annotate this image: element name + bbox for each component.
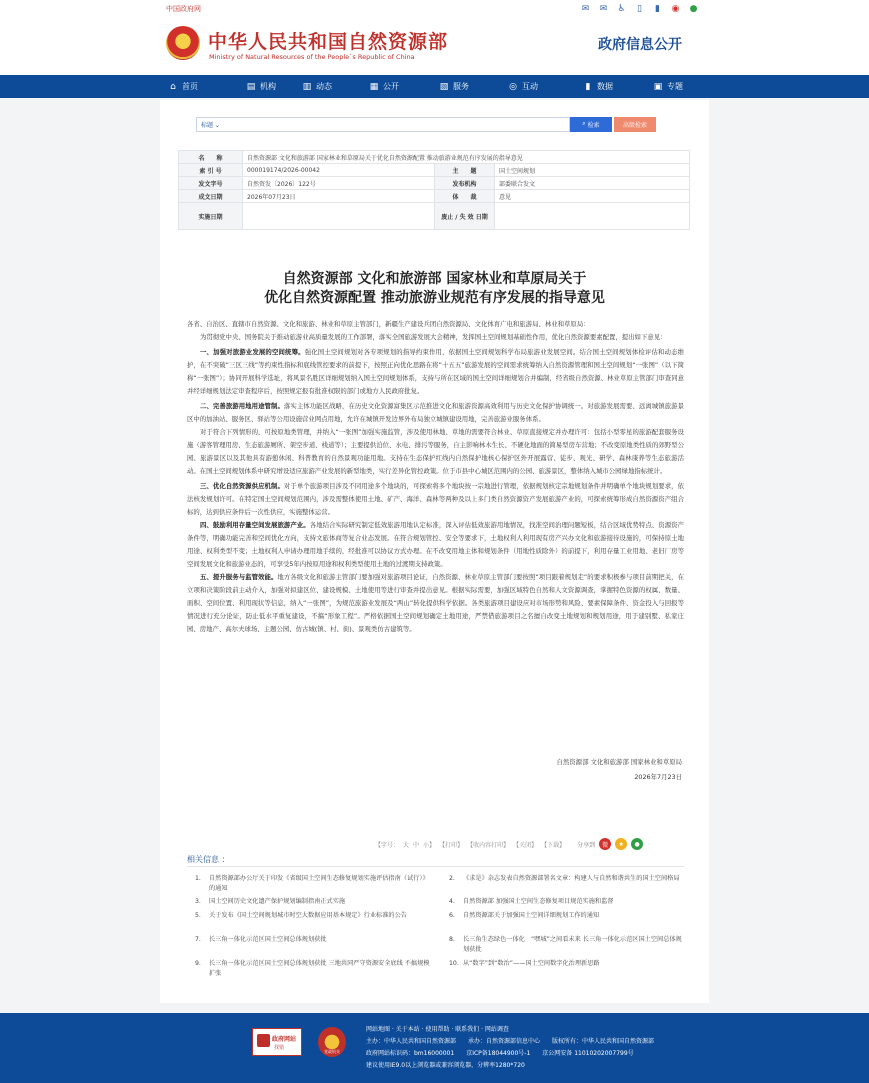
meta-name-value: 自然资源部 文化和旅游部 国家林业和草原局关于优化自然资源配置 推动旅游业规范有序发展的指导意见 <box>243 151 690 164</box>
nav-item-public[interactable]: ▦ 公开 <box>369 81 399 92</box>
section-4-heading: 四、鼓励利用存量空间发展旅游产业。 <box>200 521 310 529</box>
interact-icon: ◎ <box>509 81 517 92</box>
section-1-body: 强化国土空间规划对各专项规划的指导约束作用，依据国土空间规划科学布局旅游业发展空间。结合国土空间规划体检评估和动态维护，在不突破“三区三线”等约束性指标和底线管控要求的前提下，按照正向优化思路在将“十五五”旅游发展的空间需求统筹纳入自然资源管理和国土空间规划“一张图”（以下简称“一张图”）；协同开展科学选址，将风景名胜区详细规划纳入国土空间规划体系，支持与所在区域的国土空间详细规划合并编制，经省级自然资源、林业草原主管部门审查同意并经详细规划法定审查程序后，按照规定报有批准权限的部门或地方人民政府批复。 <box>187 348 685 395</box>
main-nav <box>0 75 869 98</box>
font-large-link[interactable]: 大 <box>403 841 410 849</box>
section-5-body: 地方各级文化和旅游主管部门要加强对旅游项目论证，自然资源、林业草原主管部门要按照“项目跟着规划走”的要求积极参与项目前期把关，在立项和决策阶段前主动介入，加强对拟建区位、建设规模、土地使用等进行审查并提出意见。根据实际需要，加强区域特色自然和人文资源调查，掌握特色资源的权属、数量、面积、空间位置、利用现状等信息，纳入“一张图”，为规范旅游业发展及“两山”转化提供科学依据。各类旅游项目建设应对市场形势和风险、要素保障条件、资金投入与回报等情况进行充分论证，防止低水平重复建设，不搞“形象工程”。严格依据国土空间规划确定土地用途，严禁借旅游项目之名擅自改变土地规划和规划用途，用于建别墅、私家庄园、房地产、高尔夫球场、主题公园、仿古城(镇、村、街)、景观类仿古建筑等。 <box>187 573 684 633</box>
article-title-line2: 优化自然资源配置 推动旅游业规范有序发展的指导意见 <box>264 290 605 306</box>
meta-date-value: 2026年07月23日 <box>243 190 435 203</box>
search-scope-select[interactable]: 标题 ⌄ <box>201 122 220 129</box>
section-4-body: 各地结合实际研究制定低效旅游用地认定标准，深入评估低效旅游用地情况，找准空间治理问题短板，结合区域优势特点、资源资产条件等，明确功能完善和空间优化方向，支持文旅体商等复合业态发展。在符合规划管控、安全等要求下，土地权利人利用现有房产兴办文化和旅游接待设施的，可保持原土地用途、权利类型不变；土地权利人申请办理用地手续的，经批准可以协议方式办理。在不改变用地主体和规划条件（用地性质除外）的前提下，利用存量工业用地、老旧厂房等空间发展文化和旅游业态的，可享受5年内按原用途和权利类型使用土地的过渡期支持政策。 <box>187 521 685 568</box>
meta-docno-value: 自然资发〔2026〕122号 <box>243 177 435 190</box>
nav-item-home[interactable]: ⌂ 首页 <box>168 75 246 98</box>
nav-item-news[interactable]: ▥ 动态 <box>302 81 332 92</box>
section-2-heading: 二、完善旅游用地用途管制。 <box>200 402 284 410</box>
nav-item-org[interactable]: ▤ 机构 <box>246 81 276 92</box>
article-addressee: 各省、自治区、直辖市自然资源、文化和旅游、林业和草原主管部门，新疆生产建设兵团自然资源局、文化体育广电和旅游局、林业和草原局： <box>187 320 590 328</box>
signature-org: 自然资源部 文化和旅游部 国家林业和草原局 <box>556 758 682 766</box>
site-header <box>0 20 869 75</box>
org-icon: ▤ <box>246 81 256 92</box>
gov-info-heading[interactable]: 政府信息公开 <box>598 37 682 53</box>
gov-portal-link[interactable]: 中国政府网 <box>166 5 201 13</box>
article-section-2-para2: 对于符合下列情形的，可按原地类管理，并纳入“一张图”加强实施监管，涉及使用林地、草地的需要符合林业、草原直接规定并办理许可：包括小型零星的旅游配套服务设施（游客管理用房、生态旅游厕所、架空步道、栈道等）；主要提供泊位、水电、排污等服务，自主影响林木生长、不硬化地面的简易型房车营地；不改变原地类性质的郊野型公园、旅游景区以及其他具有游憩休闲、科普教育的自然景观功能用地。支持在生态保护红线内自然保护地核心保护区外开展露营、徒步、观光、研学、森林康养等生态旅游活动。在国土空间规划体系中研究增设适应旅游产业发展的新型地类，实行差异化管控政策。位于市县中心城区范围内的公园、旅游景区，整体纳入城市公园绿地指标统计。 <box>187 428 684 475</box>
meta-date-label: 成文日期 <box>179 190 243 203</box>
phone-icon[interactable]: ▮ <box>655 3 660 14</box>
meta-index-label: 索 引 号 <box>179 164 243 177</box>
top-icons <box>580 3 699 14</box>
data-icon: ▮ <box>585 81 591 92</box>
article-tools <box>375 838 643 850</box>
meta-issuer-value: 部委联合发文 <box>495 177 690 190</box>
related-divider <box>187 866 684 867</box>
article-section-4 <box>187 519 684 571</box>
topic-icon: ▣ <box>653 81 663 92</box>
related-info-title: 相关信息 ： <box>187 855 230 864</box>
site-footer <box>0 1013 869 1083</box>
wechat-icon[interactable]: ● <box>689 3 698 14</box>
article-intro: 为贯彻党中央、国务院关于推动旅游业高质量发展的工作部署，落实全国旅游发展大会精神，发挥国土空间规划基础性作用，优化自然资源要素配置，提出如下意见： <box>200 333 667 341</box>
footer-sponsor: 主办：中华人民共和国自然资源部 承办：自然资源部信息中心 版权所有：中华人民共和国自然资源部 <box>366 1038 655 1045</box>
section-3-body: 对于单个旅游项目涉及不同用途多个地块的，可探索将多个地块按一宗地进行管理，依据规划核定宗地规划条件并明确单个地块规划要求，依法核发规划许可。在特定国土空间规划范围内，涉及需整体使用土地、矿产、海洋、森林等两种及以上多门类自然资源资产发展旅游产业的，可探索统筹形成自然资源资产组合标的，达到供应条件后一次性供应，实施整体运营。 <box>187 482 684 516</box>
search-icon: ⌕ <box>582 121 586 127</box>
footer-links[interactable]: 网站地图 · 关于本站 · 使用帮助 · 联系我们 · 网站调查 <box>366 1026 509 1033</box>
signature-date: 2026年7月23日 <box>634 773 682 781</box>
footer-browser-note: 建议使用IE9.0以上浏览器或兼容浏览器，分辨率1280*720 <box>366 1062 525 1069</box>
download-link[interactable]: 【下载】 <box>541 841 566 849</box>
meta-issuer-label: 发布机构 <box>435 177 495 190</box>
article-body <box>187 318 684 636</box>
wechat-share-icon[interactable]: ● <box>631 838 643 850</box>
footer-registration: 政府网站标识码：bm16000001 京ICP备18044900号-1 京公网安备 11010202007799号 <box>366 1050 634 1057</box>
close-link[interactable]: 【关闭】 <box>513 841 538 849</box>
site-title[interactable]: 中华人民共和国自然资源部 <box>208 31 449 53</box>
advanced-search-button[interactable]: 高级检索 <box>614 117 656 132</box>
top-bar <box>0 0 869 20</box>
news-icon: ▥ <box>302 81 312 92</box>
meta-name-label: 名 称 <box>179 151 243 164</box>
meta-abolish-label: 废止 / 失 效 日期 <box>435 203 495 230</box>
document-meta-table <box>178 150 690 230</box>
meta-topic-value: 国土空间规划 <box>495 164 690 177</box>
article-section-2 <box>187 400 684 426</box>
nav-item-topic[interactable]: ▣ 专题 <box>653 81 683 92</box>
font-small-link[interactable]: 小】 <box>423 841 436 849</box>
accessibility-icon[interactable]: ♿ <box>617 3 626 14</box>
favorite-link[interactable]: 【收内容打印】 <box>467 841 510 849</box>
party-gov-org-logo[interactable]: 党政机关 <box>318 1027 346 1057</box>
meta-topic-label: 主 题 <box>435 164 495 177</box>
home-icon: ⌂ <box>170 81 176 92</box>
section-1-heading: 一、加强对旅游业发展的空间统筹。 <box>200 348 305 356</box>
section-2-body: 落实主体功能区战略，在历史文化资源富集区示范推进文化和旅游资源高效利用与历史文化保护协调统一。对旅游发展需要、远离城镇旅游景区中的加油站、服务区、驿站等公用设施营业网点用地，允许在城镇开发边界外布局独立城镇建设用地，完善旅游业服务体系。 <box>187 402 684 423</box>
gov-site-mark-icon <box>257 1034 270 1047</box>
article-title-line1: 自然资源部 文化和旅游部 国家林业和草原局关于 <box>282 271 587 287</box>
search-input[interactable] <box>237 119 563 130</box>
weibo-share-icon[interactable]: 微 <box>599 838 611 850</box>
section-5-heading: 五、提升服务与监管效能。 <box>200 573 278 581</box>
content-card: 标题 ⌄ ⌕ 检索 高级检索 名 称 自然资源部 文化和旅游部 国家林业和草原局关于优化自然资源配置 推动旅游业规范有序发展的指导意见 索 引 号 000019174/2026-00042 主 题 国土空间规划 发文字号 自然资发〔2026〕122号 发布机构 部委联合发文 成文日期 2026年07月23日 体 裁 意见 实施日期 废止 / 失 效 日期 自然资源部 文化和旅游部 国家林业和草原局关于 优化自然资源配置 推动旅游业规范有序发展的指导意见 各省、自治区、直辖市自然资源、文化和旅游、林业和草原主管部门，新疆生产建设兵团自然资源局、文化体育广电和旅游局、林业和草原局： 为贯彻党中央、国务院关于推动旅游业高质量发展的工作部署，落实全国旅游发展大会精神，发挥国土空间规划基础性作用，优化自然资源要素配置，提出如下意见： 一、加强对旅游业发展的空间统筹。强化国土空间规划对各专项规划的指导约束作用，依据国土空间规划科学布局旅游业发展空间。结合国土空间规划体检评估和动态维护，在不突破“三区三线”等约束性指标和底线管控要求的前提下，按照正向优化思路在将“十五五”旅游发展的空间需求统筹纳入自然资源管理和国土空间规划“一张图”（以下简称“一张图”）；协同开展科学选址，将风景名胜区详细规划纳入国土空间规划体系，支持与所在区域的国土空间详细规划合并编制，经省级自然资源、林业草原主管部门审查同意并经详细规划法定审查程序后，按照规定报有批准权限的部门或地方人民政府批复。 二、完善旅游用地用途管制。落实主体功能区战略，在历史文化资源富集区示范推进文化和旅游资源高效利用与历史文化保护协调统一。对旅游发展需要、远离城镇旅游景区中的加油站、服务区、驿站等公用设施营业网点用地，允许在城镇开发边界外布局独立城镇建设用地，完善旅游业服务体系。 对于符合下列情形的，可按原地类管理，并纳入“一张图”加强实施监管，涉及使用林地、草地的需要符合林业、草原直接规定并办理许可：包括小型零星的旅游配套服务设施（游客管理用房、生态旅游厕所、架空步道、栈道等）；主要提供泊位、水电、排污等服务，自主影响林木生长、不硬化地面的简易型房车营地；不改变原地类性质的郊野型公园、旅游景区以及其他具有游憩休闲、科普教育的自然景观功能用地。支持在生态保护红线内自然保护地核心保护区外开展露营、徒步、观光、研学、森林康养等生态旅游活动。在国土空间规划体系中研究增设适应旅游产业发展的新型地类，实行差异化管控政策。位于市县中心城区范围内的公园、旅游景区，整体纳入城市公园绿地指标统计。 三、优化自然资源供应机制。对于单个旅游项目涉及不同用途多个地块的，可探索将多个地块按一宗地进行管理，依据规划核定宗地规划条件并明确单个地块规划要求，依法核发规划许可。在特定国土空间规划范围内，涉及需整体使用土地、矿产、海洋、森林等两种及以上多门类自然资源资产发展旅游产业的，可探索统筹形成自然资源资产组合标的，达到供应条件后一次性供应，实施整体运营。 四、鼓励利用存量空间发展旅游产业。各地结合实际研究制定低效旅游用地认定标准，深入评估低效旅游用地情况，找准空间治理问题短板，结合区域优势特点、资源资产条件等，明确功能完善和空间优化方向，支持文旅体商等复合业态发展。在符合规划管控、安全等要求下，土地权利人利用现有房产兴办文化和旅游接待设施的，可保持原土地用途、权利类型不变；土地权利人申请办理用地手续的，经批准可以协议方式办理。在不改变用地主体和规划条件（用地性质除外）的前提下，利用存量工业用地、老旧厂房等空间发展文化和旅游业态的，可享受5年内按原用途和权利类型使用土地的过渡期支持政策。 五、提升服务与监管效能。地方各级文化和旅游主管部门要加强对旅游项目论证，自然资源、林业草原主管部门要按照“项目跟着规划走”的要求积极参与项目前期把关，在立项和决策阶段前主动介入，加强对拟建区位、建设规模、土地使用等进行审查并提出意见。根据实际需要，加强区域特色自然和人文资源调查，掌握特色资源的权属、数量、面积、空间位置、利用现状等信息，纳入“一张图”，为规范旅游业发展及“两山”转化提供科学依据。各类旅游项目建设应对市场形势和风险、要素保障条件、资金投入与回报等情况进行充分论证，防止低水平重复建设，不搞“形象工程”。严格依据国土空间规划确定土地用途，严禁借旅游项目之名擅自改变土地规划和规划用途，用于建别墅、私家庄园、房地产、高尔夫球场、主题公园、仿古城(镇、村、街)、景观类仿古建筑等。 自然资源部 文化和旅游部 国家林业和草原局 2026年7月23日 【字号： 大 中 小】 【打印】 【收内容打印】 【关闭】 【下载】 分享到 微 ★ ● 相关信息 ： 1. 自然资源部办公厅关于印发《省级国土空间生态修复规划实施评估指南（试行）》的通知 2. 《求是》杂志发表自然资源部署名文章：构建人与自然和谐共生的国土空间格局 3. 国土空间历史文化遗产保护规划编制指南正式实施 4. 自然资源部 加强国土空间生态修复项目规范实施和监督 5. 关于发布《国土空间规划城市时空大数据应用基本规定》行业标准的公告 6. 自然资源部关于加强国土空间详细规划工作的通知 7. 长三角一体化示范区国土空间总体规划获批 8. 长三角生态绿色一体化 “嘿城”之间看未来 长三角一体化示范区国土空间总体规划获批 9. 长三角一体化示范区国土空间总体规划获批 三地共同严守资源安全底线 不搞规模扩张 10. 从“数字”到“数治”——国土空间数字化治理新思路 <box>160 100 709 1003</box>
nav-item-interact[interactable]: ◎ 互动 <box>509 81 538 92</box>
nav-item-service[interactable]: ▧ 服务 <box>439 81 469 92</box>
section-3-heading: 三、优化自然资源供应机制。 <box>200 482 284 490</box>
search-button[interactable]: ⌕ 检索 <box>570 117 612 132</box>
public-icon: ▦ <box>369 81 379 92</box>
mail-icon[interactable]: ✉ <box>581 3 590 14</box>
meta-genre-label: 体 裁 <box>435 190 495 203</box>
service-icon: ▧ <box>439 81 449 92</box>
article-section-5 <box>187 571 684 636</box>
national-emblem-icon[interactable] <box>166 26 200 60</box>
email-icon[interactable]: ✉ <box>599 3 608 14</box>
article-section-3 <box>187 480 684 519</box>
weibo-icon[interactable]: ◉ <box>671 3 680 14</box>
font-mid-link[interactable]: 中 <box>413 841 420 849</box>
qzone-share-icon[interactable]: ★ <box>615 838 627 850</box>
print-link[interactable]: 【打印】 <box>439 841 464 849</box>
share-label: 分享到 <box>577 841 596 849</box>
meta-genre-value: 意见 <box>495 190 690 203</box>
meta-index-value: 000019174/2026-00042 <box>243 164 435 177</box>
meta-abolish-value <box>495 203 690 230</box>
article-section-1 <box>187 346 684 398</box>
site-subtitle: Ministry of Natural Resources of the People`s Republic of China <box>209 53 415 61</box>
nav-item-data[interactable]: ▮ 数据 <box>583 75 653 98</box>
meta-impl-label: 实施日期 <box>179 203 243 230</box>
mobile-icon[interactable]: ▯ <box>637 3 642 14</box>
font-size-label: 【字号： <box>375 841 400 849</box>
gov-site-error-report-logo[interactable]: 政府网站 找错 <box>252 1028 302 1056</box>
search-box <box>196 117 570 132</box>
meta-docno-label: 发文字号 <box>179 177 243 190</box>
meta-impl-value <box>243 203 435 230</box>
